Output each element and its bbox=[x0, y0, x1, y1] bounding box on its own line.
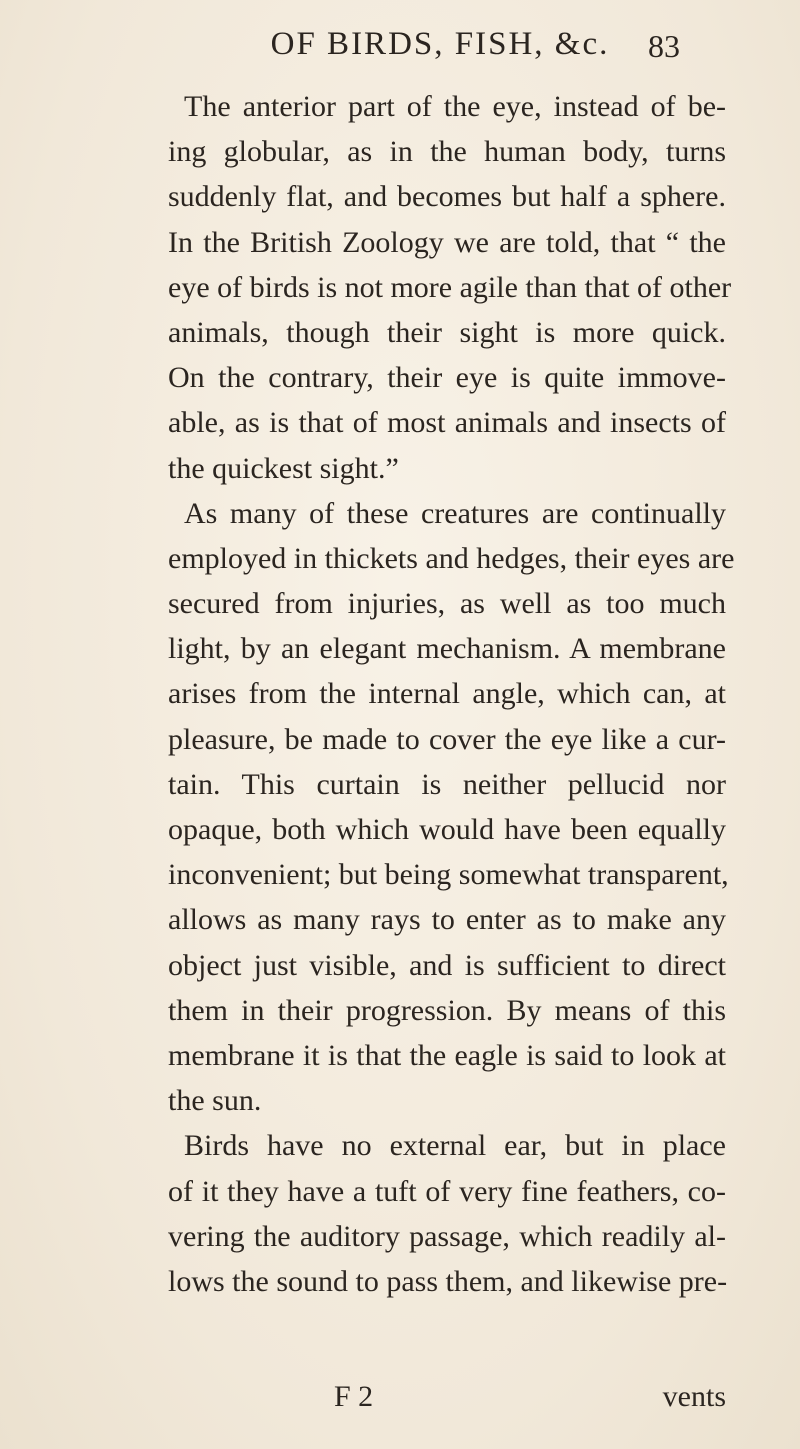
text-line: able, as is that of most animals and insects of bbox=[168, 406, 726, 440]
text-line: The anterior part of the eye, instead of be- bbox=[184, 90, 726, 123]
text-line: lows the sound to pass them, and likewise pre- bbox=[168, 1264, 728, 1298]
text-line: vering the auditory passage, which readily al- bbox=[168, 1219, 726, 1253]
signature-mark: F 2 bbox=[334, 1380, 374, 1413]
text-line: light, by an elegant mechanism. A membrane bbox=[168, 632, 726, 666]
text-line: In the British Zoology we are told, that “ the bbox=[168, 225, 726, 259]
running-head: OF BIRDS, FISH, &c. bbox=[270, 26, 610, 62]
text-line: allows as many rays to enter as to make any bbox=[168, 903, 726, 937]
text-line: the quickest sight.” bbox=[168, 451, 399, 485]
body-text bbox=[168, 84, 735, 1304]
text-line: arises from the internal angle, which can, at bbox=[168, 677, 726, 711]
page-footer bbox=[168, 1380, 726, 1420]
text-line: suddenly flat, and becomes but half a sphere. bbox=[168, 180, 726, 214]
text-line: pleasure, be made to cover the eye like a cur- bbox=[168, 722, 726, 756]
text-line: object just visible, and is sufficient to direct bbox=[168, 948, 726, 982]
text-line: employed in thickets and hedges, their eyes are bbox=[168, 541, 735, 575]
text-line: Birds have no external ear, but in place bbox=[184, 1129, 726, 1163]
text-line: tain. This curtain is neither pellucid nor bbox=[168, 767, 726, 801]
text-line: animals, though their sight is more quick. bbox=[168, 315, 726, 349]
text-line: them in their progression. By means of this bbox=[168, 993, 726, 1027]
page-number: 83 bbox=[648, 28, 680, 64]
text-line: of it they have a tuft of very fine feathers, co- bbox=[168, 1174, 726, 1208]
text-line: inconvenient; but being somewhat transparent, bbox=[168, 858, 729, 892]
text-line: On the contrary, their eye is quite immove- bbox=[168, 361, 726, 395]
text-line: eye of birds is not more agile than that of other bbox=[168, 270, 732, 304]
text-line: As many of these creatures are continually bbox=[184, 496, 726, 530]
text-line: the sun. bbox=[168, 1084, 262, 1118]
text-line: ing globular, as in the human body, turns bbox=[168, 135, 726, 169]
text-line: membrane it is that the eagle is said to look at bbox=[168, 1038, 726, 1072]
text-line: opaque, both which would have been equally bbox=[168, 813, 726, 846]
text-line: secured from injuries, as well as too much bbox=[168, 587, 726, 621]
catchword: vents bbox=[662, 1380, 726, 1413]
